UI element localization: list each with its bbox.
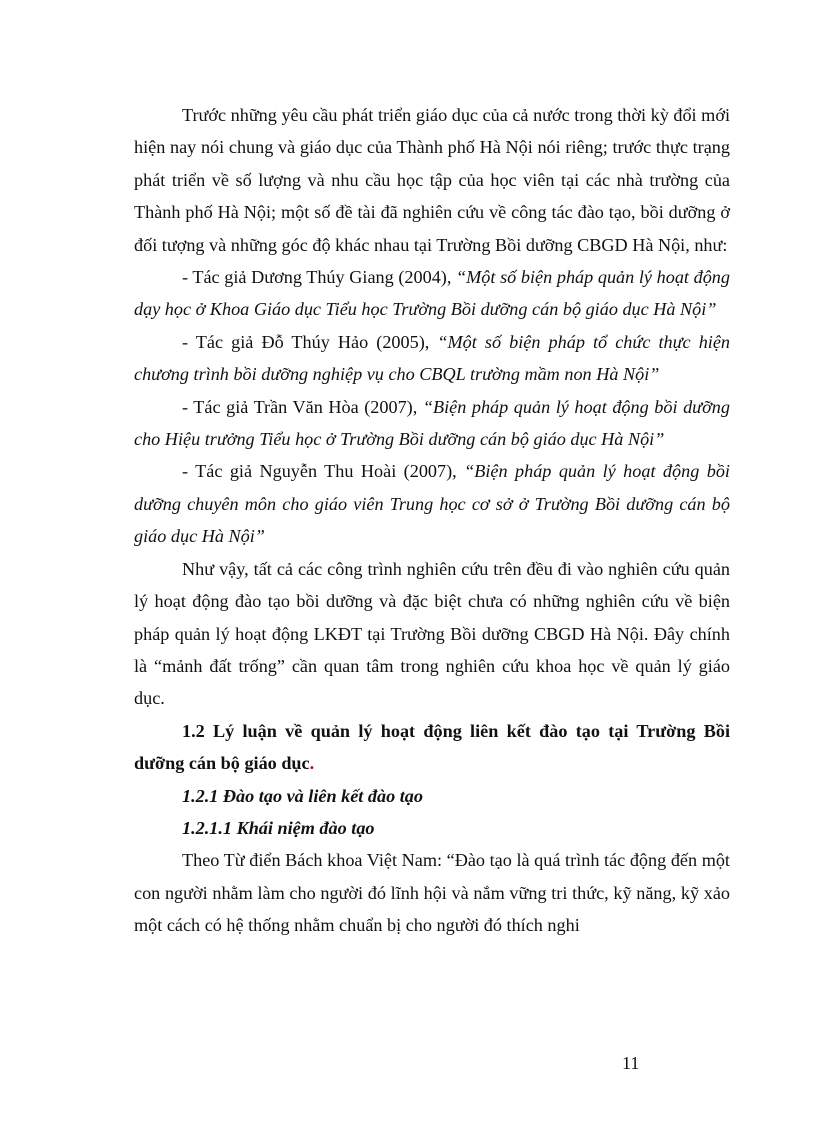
page-number: 11 <box>622 1053 640 1073</box>
reference-author: - Tác giả Đỗ Thúy Hảo (2005), <box>182 331 438 352</box>
reference-item <box>134 455 730 552</box>
reference-item <box>134 391 730 456</box>
reference-item <box>134 326 730 391</box>
paragraph-definition: Theo Từ điển Bách khoa Việt Nam: “Đào tạo là quá trình tác động đến một con người nhằm làm cho người đó lĩnh hội và nắm vững tri thức, kỹ năng, kỹ xảo một cách có hệ thống nhằm chuẩn bị cho người đó thích nghi <box>134 850 730 936</box>
reference-author: - Tác giả Trần Văn Hòa (2007), <box>182 396 423 417</box>
reference-author: - Tác giả Dương Thúy Giang (2004), <box>182 267 457 288</box>
reference-title: “Một số biện pháp tổ chức thực hiện chương trình bồi dưỡng nghiệp vụ cho CBQL trường mầm non Hà Nội” <box>134 331 731 385</box>
section-heading-1-2-1: 1.2.1 Đào tạo và liên kết đào tạo <box>182 785 423 806</box>
reference-item <box>134 261 730 326</box>
paragraph-summary: Như vậy, tất cả các công trình nghiên cứu trên đều đi vào nghiên cứu quản lý hoạt động đào tạo bồi dưỡng và đặc biệt chưa có những nghiên cứu về biện pháp quản lý hoạt động LKĐT tại Trường Bồi dưỡng CBGD Hà Nội. Đây chính là “mảnh đất trống” cần quan tâm trong nghiên cứu khoa học về quản lý giáo dục. <box>134 558 730 709</box>
reference-title: “Biện pháp quản lý hoạt động bồi dưỡng cho Hiệu trưởng Tiểu học ở Trường Bồi dưỡng cán bộ giáo dục Hà Nội” <box>134 396 730 450</box>
paragraph-intro: Trước những yêu cầu phát triển giáo dục của cả nước trong thời kỳ đổi mới hiện nay nói chung và giáo dục của Thành phố Hà Nội nói riêng; trước thực trạng phát triển về số lượng và nhu cầu học tập của học viên tại các nhà trường của Thành phố Hà Nội; một số đề tài đã nghiên cứu về công tác đào tạo, bồi dưỡng ở đối tượng và những góc độ khác nhau tại Trường Bồi dưỡng CBGD Hà Nội, như: <box>134 105 730 255</box>
section-heading-1-2 <box>134 715 730 780</box>
heading-period: . <box>309 753 315 774</box>
reference-author: - Tác giả Nguyễn Thu Hoài (2007), <box>182 461 465 482</box>
section-heading-text: 1.2 Lý luận về quản lý hoạt động liên kết đào tạo tại Trường Bồi dưỡng cán bộ giáo dục <box>134 720 730 774</box>
reference-title: “Biện pháp quản lý hoạt động bồi dưỡng chuyên môn cho giáo viên Trung học cơ sở ở Trường Bồi dưỡng cán bộ giáo dục Hà Nội” <box>134 461 730 547</box>
section-heading-1-2-1-1: 1.2.1.1 Khái niệm đào tạo <box>182 817 375 838</box>
reference-title: “Một số biện pháp quản lý hoạt động dạy học ở Khoa Giáo dục Tiểu học Trường Bồi dưỡng cán bộ giáo dục Hà Nội” <box>134 267 730 320</box>
